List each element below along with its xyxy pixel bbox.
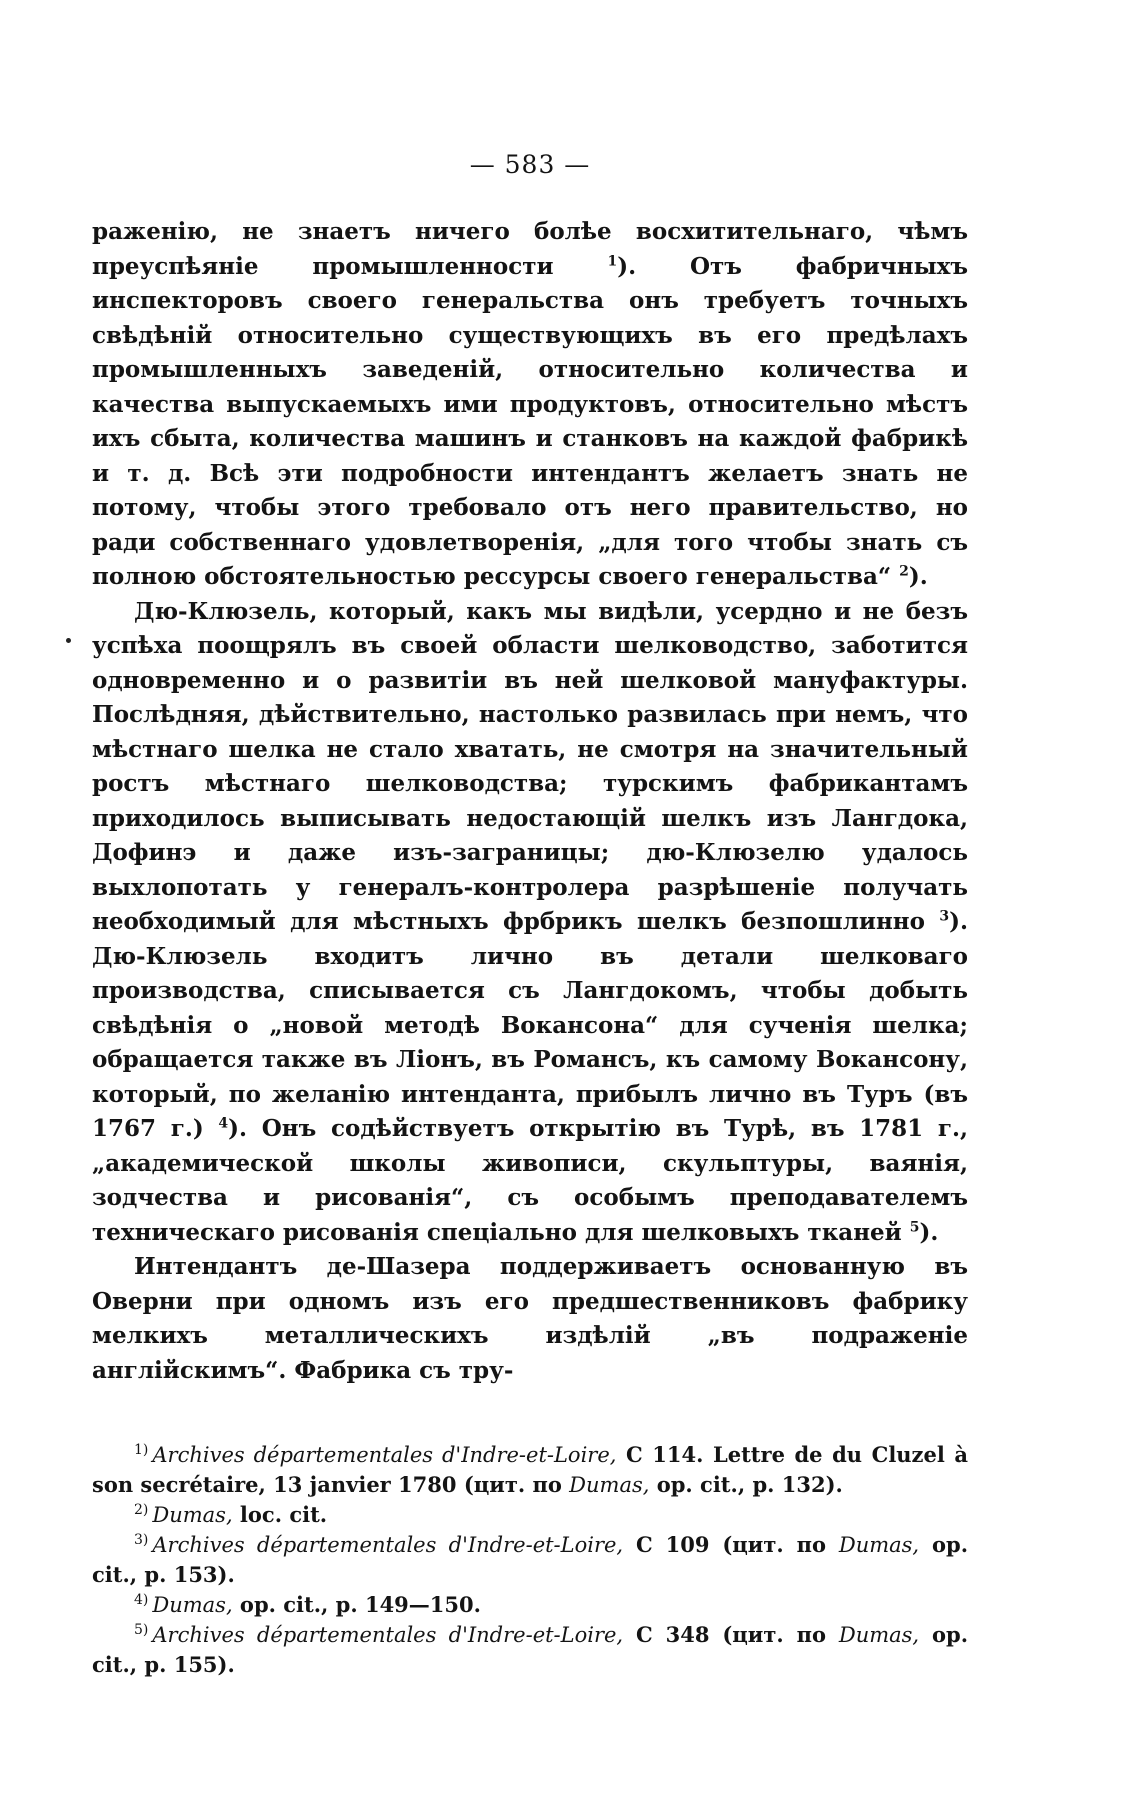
footnote-source: Archives départementales d'Indre-et-Loire, — [152, 1623, 624, 1647]
footnote-mark: 4) — [134, 1592, 149, 1608]
paragraph-text: ). Дю-Клюзель входитъ лично въ детали шелковаго производства, списывается съ Лангдокомъ, чтобы добыть свѣдѣнія о „новой методѣ Вокансона“ для сученія шелка; обращается также въ Ліонъ, въ Романсъ, къ самому Вокансону, который, по желанію интенданта, прибылъ лично въ Туръ (въ 1767 г.) — [92, 908, 968, 1142]
paragraph-text: Дю-Клюзель, который, какъ мы видѣли, усердно и не безъ успѣха поощрялъ въ своей области шелководство, заботится одновременно и о развитіи въ ней шелковой мануфактуры. Послѣдняя, дѣйствительно, настолько развилась при немъ, что мѣстнаго шелка не стало хватать, не смотря на значительный ростъ мѣстнаго шелководства; турскимъ фабрикантамъ приходилось выписывать недостающій шелкъ изъ Лангдока, Дофинэ и даже изъ-заграницы; дю-Клюзелю удалось выхлопотать у генералъ-контролера разрѣшеніе получать необходимый для мѣстныхъ фрбрикъ шелкъ безпошлинно — [92, 597, 968, 935]
footnote-5 — [92, 1620, 968, 1680]
paragraph-text: Интендантъ де-Шазера поддерживаетъ основанную въ Оверни при одномъ изъ его предшественниковъ фабрику мелкихъ металлическихъ издѣлій „въ подраженіе англійскимъ“. Фабрика съ тру- — [92, 1253, 968, 1384]
stray-ink-dot — [66, 638, 71, 643]
footnote-source: Archives départementales d'Indre-et-Loire, — [152, 1443, 617, 1467]
footnote-ref: 1 — [607, 252, 618, 269]
footnote-ref: 4 — [218, 1115, 229, 1132]
footnotes — [92, 1440, 968, 1680]
paragraph-text: раженію, не знаетъ ничего болѣе восхитительнаго, чѣмъ преуспѣяніе промышленности — [92, 218, 968, 280]
footnote-ref: 2 — [899, 563, 909, 580]
footnote-mark: 2) — [134, 1502, 149, 1518]
footnote-text: op. cit., p. 155). — [92, 1622, 969, 1677]
footnote-2 — [92, 1500, 968, 1530]
footnote-source: Dumas, — [152, 1593, 233, 1617]
paragraph-3 — [92, 1250, 968, 1388]
footnote-mark: 5) — [134, 1622, 149, 1638]
page-number: — 583 — — [469, 150, 591, 179]
footnote-author: Dumas, — [838, 1623, 920, 1647]
book-page — [92, 150, 968, 1680]
paragraph-2 — [92, 595, 968, 1251]
footnote-text: op. cit., p. 153). — [92, 1532, 969, 1587]
paragraph-text: ). Отъ фабричныхъ инспекторовъ своего генеральства онъ требуетъ точныхъ свѣдѣній относительно существующихъ въ его предѣлахъ промышленныхъ заведеній, относительно количества и качества выпускаемыхъ ими продуктовъ, относительно мѣстъ ихъ сбыта, количества машинъ и станковъ на каждой фабрикѣ и т. д. Всѣ эти подробности интендантъ желаетъ знать не потому, чтобы этого требовало отъ него правительство, но ради собственнаго удовлетворенія, „для того чтобы знать съ полною обстоятельностью рессурсы своего генеральства“ — [92, 252, 969, 590]
body-text — [92, 215, 968, 1388]
footnote-author: Dumas, — [838, 1533, 920, 1557]
paragraph-text: ). Онъ содѣйствуетъ открытію въ Турѣ, въ 1781 г., „академической школы живописи, скульптуры, ваянія, зодчества и рисованія“, съ особымъ преподавателемъ техническаго рисованія спеціально для шелковыхъ тканей — [92, 1115, 968, 1246]
footnote-source: Dumas, — [152, 1503, 233, 1527]
footnote-ref: 5 — [909, 1218, 920, 1235]
footnote-4 — [92, 1590, 968, 1620]
footnote-3 — [92, 1530, 968, 1590]
footnote-text: op. cit., p. 149—150. — [232, 1592, 481, 1617]
footnote-mark: 3) — [134, 1532, 149, 1548]
footnote-text: C 114. Lettre de du Cluzel à son secrétaire, 13 janvier 1780 (цит. по — [92, 1442, 968, 1497]
paragraph-text: ). — [908, 563, 928, 590]
footnote-text: C 348 (цит. по — [623, 1622, 839, 1647]
footnote-mark: 1) — [134, 1442, 149, 1458]
footnote-1 — [92, 1440, 968, 1500]
footnote-text: C 109 (цит. по — [623, 1532, 839, 1557]
paragraph-1 — [92, 215, 968, 595]
footnote-text: op. cit., p. 132). — [649, 1472, 843, 1497]
paragraph-text: ). — [919, 1218, 939, 1246]
footnote-text: loc. cit. — [232, 1502, 328, 1527]
footnote-source: Archives départementales d'Indre-et-Loire, — [152, 1533, 624, 1557]
footnote-ref: 3 — [939, 908, 950, 925]
footnote-author: Dumas, — [569, 1473, 650, 1497]
